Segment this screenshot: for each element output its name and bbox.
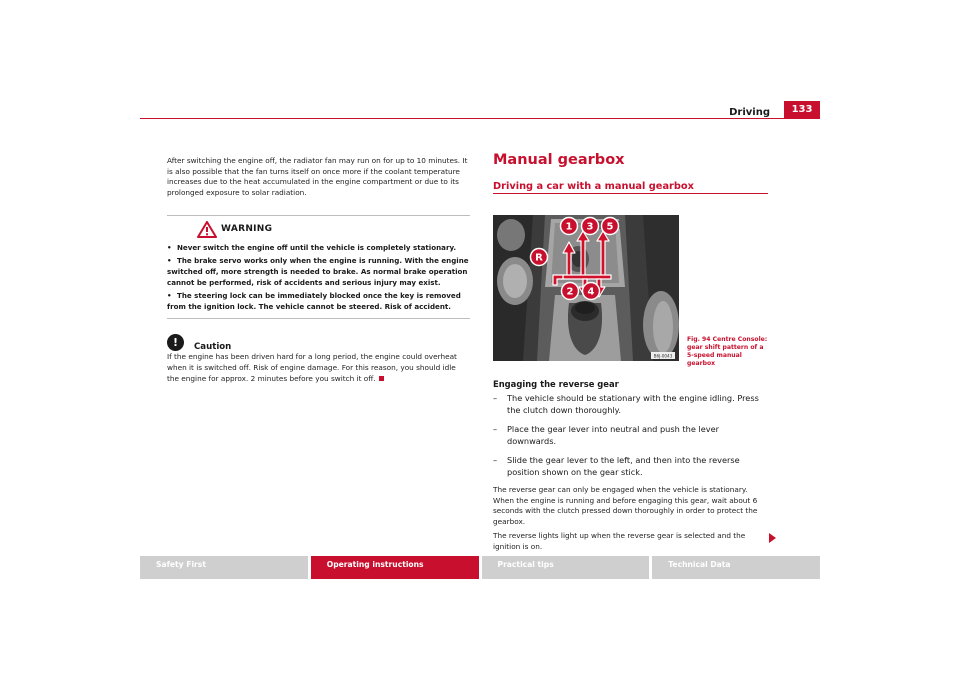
footer-tab-practical-tips[interactable]: Practical tips — [482, 556, 650, 579]
warning-header — [197, 219, 470, 239]
step-item — [493, 392, 769, 416]
warning-title: WARNING — [221, 224, 273, 235]
section-title: Manual gearbox — [493, 152, 625, 168]
footer-tab-operating-instructions[interactable]: Operating instructions — [311, 556, 479, 579]
warning-box — [167, 215, 470, 319]
bullet-icon: • — [167, 256, 172, 266]
gear-label-5: 5 — [606, 221, 614, 233]
next-page-arrow-icon[interactable] — [769, 533, 776, 543]
info-paragraph: The reverse lights light up when the reverse gear is selected and the ignition is on. — [493, 531, 746, 551]
footer-tab-safety-first[interactable]: Safety First — [140, 556, 308, 579]
footer-nav — [140, 556, 820, 579]
caution-title: Caution — [194, 341, 232, 352]
header-divider — [140, 118, 820, 119]
gear-label-1: 1 — [565, 221, 573, 233]
steps-list — [493, 392, 769, 478]
warning-list — [167, 242, 470, 312]
gear-shift-illustration — [493, 215, 679, 361]
figure-caption: Fig. 94 Centre Console: gear shift pattern of a 5-speed manual gearbox — [687, 336, 768, 367]
info-paragraph: The reverse gear can only be engaged when the vehicle is stationary. When the engine is running and before engaging this gear, wait about 6 seconds with the clutch pressed down thoroughly in order to protect the gearbox. — [493, 485, 758, 526]
warning-item-text: The brake servo works only when the engine is running. With the engine switched off, more strength is needed to brake. As normal brake operation cannot be performed, risk of accidents and serious injury may exist. — [167, 256, 469, 288]
intro-paragraph: After switching the engine off, the radiator fan may run on for up to 10 minutes. It is also possible that the fan turns itself on once more if the coolant temperature increases due to the heat accumulated in the engine compartment or due to its prolonged exposure to solar radiation. — [167, 156, 468, 197]
gear-label-r: R — [535, 252, 543, 264]
caution-paragraph — [167, 352, 470, 384]
steps-heading: Engaging the reverse gear — [493, 379, 619, 389]
step-text: The vehicle should be stationary with the engine idling. Press the clutch down thoroughly. — [507, 393, 759, 415]
caution-text: If the engine has been driven hard for a long period, the engine could overheat when it is switched off. Risk of engine damage. For this reason, you should idle the engine for approx. 2 minutes before you switch it off. — [167, 352, 457, 383]
dash-icon: – — [493, 455, 498, 465]
dash-icon: – — [493, 393, 498, 403]
gear-label-3: 3 — [586, 221, 594, 233]
gear-label-2: 2 — [566, 286, 574, 298]
step-item — [493, 423, 769, 447]
bullet-icon: • — [167, 291, 172, 301]
caution-header — [167, 333, 470, 351]
right-column-header — [493, 152, 768, 194]
warning-item — [167, 255, 470, 288]
step-text: Place the gear lever into neutral and push the lever downwards. — [507, 424, 720, 446]
subsection-title: Driving a car with a manual gearbox — [493, 181, 694, 192]
warning-item — [167, 242, 470, 253]
gear-shift-figure — [493, 215, 679, 361]
exclamation-circle-icon: ! — [167, 334, 184, 351]
warning-item-text: Never switch the engine off until the vehicle is completely stationary. — [177, 243, 457, 253]
warning-triangle-icon — [197, 221, 217, 238]
warning-item — [167, 290, 470, 312]
page-header-title: Driving — [729, 107, 770, 118]
gear-label-4: 4 — [587, 286, 595, 298]
left-column — [167, 156, 470, 384]
bullet-icon: • — [167, 243, 172, 253]
warning-item-text: The steering lock can be immediately blocked once the key is removed from the ignition lock. The vehicle cannot be steered. Risk of accident. — [167, 291, 461, 312]
page-number: 133 — [784, 101, 820, 118]
instructions-block — [493, 379, 769, 553]
section-end-marker-icon — [379, 376, 384, 381]
footer-tab-technical-data[interactable]: Technical Data — [652, 556, 820, 579]
figure-code: B6J-0043 — [653, 353, 673, 359]
step-text: Slide the gear lever to the left, and then into the reverse position shown on the gear stick. — [507, 455, 740, 477]
subsection-divider — [493, 193, 768, 194]
step-item — [493, 454, 769, 478]
dash-icon: – — [493, 424, 498, 434]
